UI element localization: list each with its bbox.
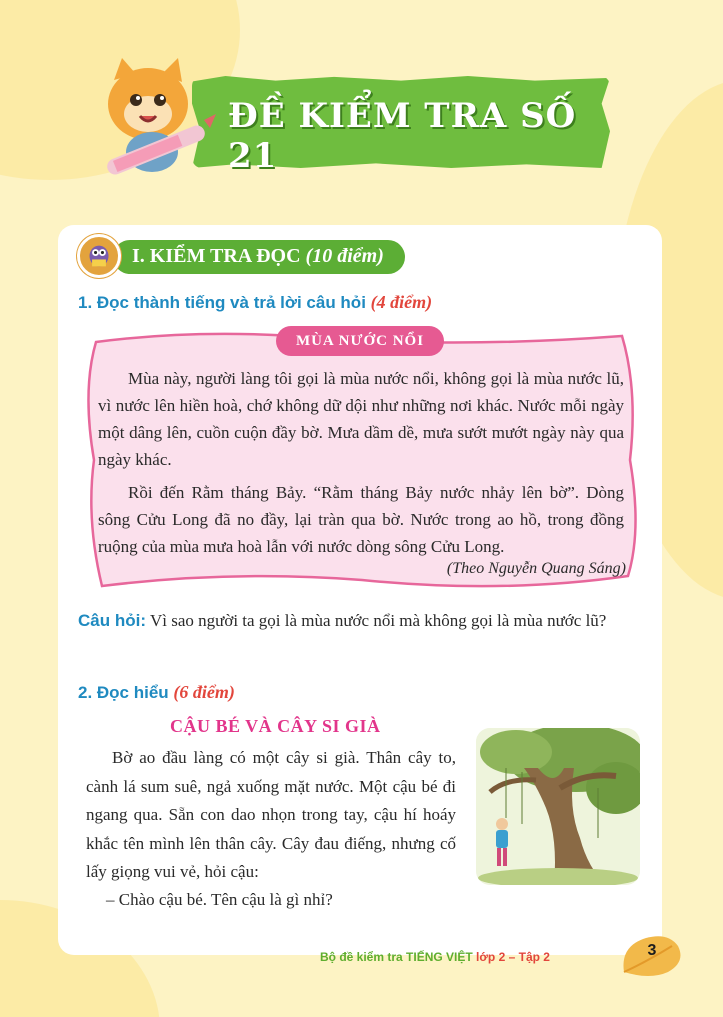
footer-separator: – [508,950,516,964]
story-dialogue: – Chào cậu bé. Tên cậu là gì nhỉ? [106,890,333,909]
passage-paragraph-text: Mùa này, người làng tôi gọi là mùa nước nổi, không gọi là mùa nước lũ, vì nước lên hiền hoà, chớ không dữ dội như những nơi khác. Nước mỗi ngày một dâng lên, cuồn cuộn đầy bờ. Mưa dầm dề, mưa sướt mướt ngày này qua ngày khác. [98,369,624,469]
story-title: CẬU BÉ VÀ CÂY SI GIÀ [170,716,381,736]
passage-paragraph [98,365,624,473]
passage-paragraph-text: Rồi đến Rằm tháng Bảy. “Rằm tháng Bảy nước nhảy lên bờ”. Dòng sông Cửu Long đã no đầy, lại tràn qua bờ. Nước trong ao hồ, trong đồng ruộng của mùa mưa hoà lẫn với nước dòng sông Cửu Long. [98,483,624,556]
story-paragraph-text: Bờ ao đầu làng có một cây si già. Thân cây to, cành lá sum suê, ngả xuống mặt nước. Một cậu bé đi ngang qua. Sẵn con dao nhọn trong tay, cậu hí hoáy khắc tên mình lên thân cây. Cây đau điếng, nhưng cố lấy giọng vui vẻ, hỏi cậu: [86,748,456,881]
part2-heading [78,682,235,703]
footer-book-prefix: Bộ đề kiểm tra TIẾNG VIỆT [320,950,473,964]
page-number: 3 [647,942,657,959]
question [78,607,628,634]
page-title: ĐỀ KIỂM TRA SỐ 21 [228,96,577,176]
section-points: (10 điểm) [305,245,384,267]
footer-volume: Tập 2 [518,950,550,964]
part2-points: (6 điểm) [173,682,235,702]
passage-paragraph [98,479,624,560]
section-heading [132,245,384,268]
question-text: Vì sao người ta gọi là mùa nước nổi mà không gọi là mùa nước lũ? [149,611,607,630]
footer-grade: lớp 2 [476,950,506,964]
question-label: Câu hỏi: [78,611,146,630]
tree-and-boy-illustration [476,728,640,885]
part1-points: (4 điểm) [370,292,433,312]
part2-heading-text: 2. Đọc hiểu [78,683,169,702]
passage-title: MÙA NƯỚC NỔI [276,326,444,356]
book-footer [320,950,550,964]
passage-credit: (Theo Nguyễn Quang Sáng) [446,560,626,577]
story-paragraph [86,744,456,887]
story-body [86,744,456,887]
owl-reading-icon [77,234,121,278]
section-label: I. KIỂM TRA ĐỌC [132,245,301,267]
part1-heading-text: 1. Đọc thành tiếng và trả lời câu hỏi [78,293,366,312]
tiger-mascot-icon [92,54,222,180]
part1-heading [78,292,432,313]
